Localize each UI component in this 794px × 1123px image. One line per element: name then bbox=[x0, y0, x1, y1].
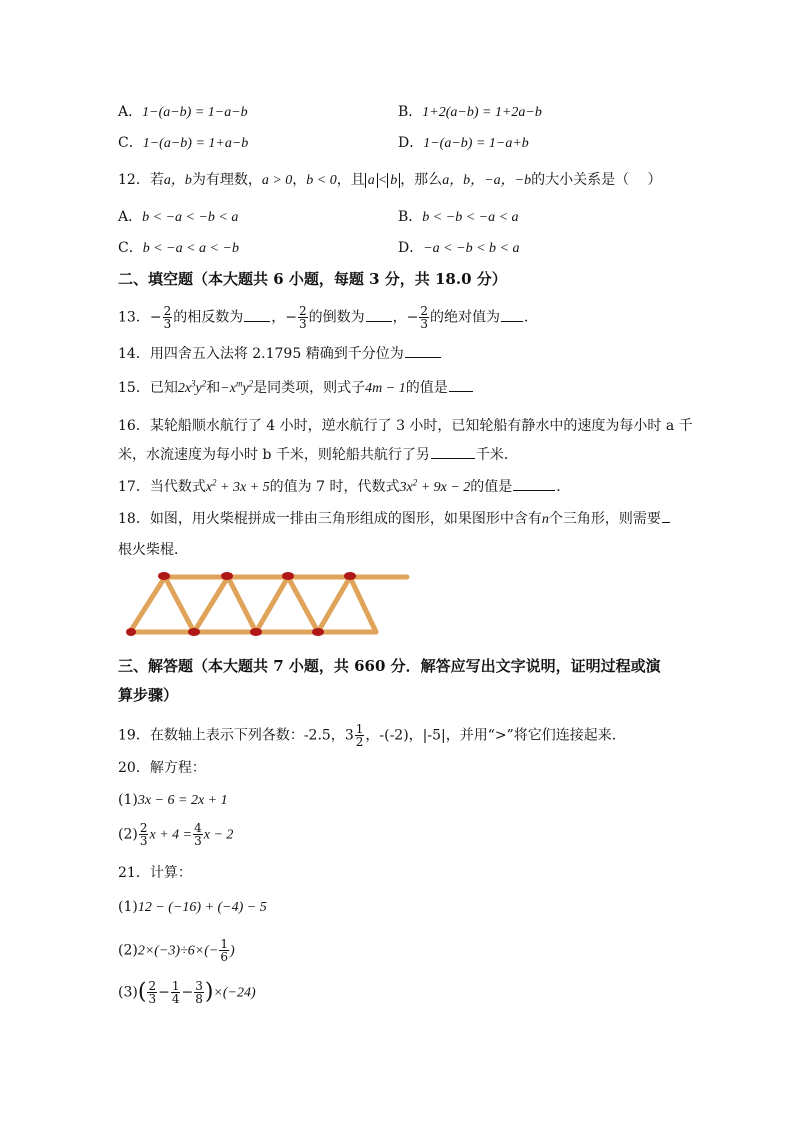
denominator: 3 bbox=[298, 317, 307, 331]
q12-option-b bbox=[398, 208, 519, 227]
text: 的值为 7 时，代数式 bbox=[269, 479, 400, 495]
q15 bbox=[118, 379, 474, 398]
math: a，b bbox=[163, 173, 192, 188]
text: ， bbox=[292, 172, 307, 188]
text: 19．在数轴上表示下列各数：-2.5， bbox=[118, 727, 345, 744]
text: ，且 bbox=[336, 172, 365, 188]
math: < bbox=[377, 173, 388, 188]
section-3-title-line1: 三、解答题（本大题共 7 小题，共 660 分．解答应写出文字说明，证明过程或演 bbox=[118, 657, 661, 675]
text: ， bbox=[271, 309, 286, 326]
math-part: y bbox=[242, 381, 249, 396]
option-expr: b < −a < −b < a bbox=[142, 210, 239, 225]
numerator: 2 bbox=[163, 304, 172, 318]
matchstick bbox=[288, 577, 318, 632]
q19 bbox=[118, 723, 626, 748]
math bbox=[399, 477, 471, 495]
option-label: D． bbox=[398, 135, 424, 151]
q16-line2 bbox=[118, 446, 518, 464]
fraction bbox=[298, 305, 308, 330]
match-head bbox=[126, 628, 136, 636]
expression: 2×(−3)÷6×(− bbox=[137, 943, 219, 959]
q12-option-a bbox=[118, 208, 238, 227]
exponent: 2 bbox=[201, 378, 207, 389]
math-part: 2x bbox=[177, 381, 192, 396]
math-part: x bbox=[205, 480, 213, 495]
q21-part1 bbox=[118, 898, 267, 917]
fraction bbox=[163, 305, 173, 330]
left-paren: ( bbox=[137, 979, 147, 1005]
text: 的倒数为 bbox=[308, 309, 365, 326]
option-expr: 1−(a−b) = 1−a+b bbox=[423, 136, 529, 151]
q11-option-d bbox=[398, 134, 529, 153]
abs-a: a bbox=[365, 173, 378, 188]
text: 米，水流速度为每小时 b 千米，则轮船共航行了另 bbox=[118, 447, 430, 463]
exponent: 2 bbox=[412, 477, 418, 488]
section-3-title-line2: 算步骤） bbox=[118, 686, 179, 704]
numerator: 1 bbox=[171, 979, 180, 993]
matchstick bbox=[165, 577, 194, 632]
option-label: D． bbox=[398, 240, 424, 256]
fraction bbox=[219, 938, 229, 963]
math-part: −x bbox=[220, 381, 236, 396]
text: 17．当代数式 bbox=[118, 479, 206, 495]
math: n bbox=[541, 512, 549, 527]
q12-stem bbox=[118, 171, 662, 190]
text: ． bbox=[523, 309, 538, 326]
denominator: 3 bbox=[163, 317, 172, 331]
q18-line1 bbox=[118, 510, 671, 529]
math: a > 0 bbox=[261, 173, 293, 188]
option-expr: 1−(a−b) = 1−a−b bbox=[142, 105, 248, 120]
match-head bbox=[312, 628, 324, 636]
minus-sign: − bbox=[149, 309, 162, 326]
math-part: 3x bbox=[399, 480, 413, 495]
text: ，那么 bbox=[400, 172, 443, 188]
option-label: A． bbox=[118, 209, 143, 225]
q16-line1: 16．某轮船顺水航行了 4 小时，逆水航行了 3 小时，已知轮船有静水中的速度为每小时 a 千 bbox=[118, 418, 693, 434]
minus-sign: − bbox=[158, 984, 170, 1001]
text: 15．已知 bbox=[118, 380, 178, 396]
match-head bbox=[221, 572, 233, 580]
matchstick bbox=[318, 577, 350, 632]
denominator: 3 bbox=[420, 317, 428, 331]
match-head bbox=[158, 572, 170, 580]
text: ． bbox=[556, 479, 571, 495]
text: 的相反数为 bbox=[173, 309, 244, 326]
text: 18．如图，用火柴棍拼成一排由三角形组成的图形，如果图形中含有 bbox=[118, 511, 542, 527]
right-paren: ) bbox=[204, 979, 214, 1005]
section-2-title: 二、填空题（本大题共 6 小题，每题 3 分，共 18.0 分） bbox=[118, 270, 507, 288]
math-part: + 9x − 2 bbox=[417, 480, 471, 495]
option-label: A． bbox=[118, 104, 143, 120]
numerator: 4 bbox=[194, 821, 202, 835]
answer-blank[interactable] bbox=[449, 379, 473, 392]
q12-option-c bbox=[118, 239, 239, 258]
match-head bbox=[188, 628, 200, 636]
q11-option-c bbox=[118, 134, 248, 153]
equation: 3x − 6 = 2x + 1 bbox=[137, 793, 228, 808]
text: 若 bbox=[149, 172, 164, 188]
q14 bbox=[118, 345, 442, 363]
answer-blank[interactable] bbox=[366, 309, 392, 322]
option-expr: b < −a < a < −b bbox=[142, 241, 239, 256]
q11-option-b bbox=[398, 103, 542, 122]
fraction bbox=[194, 980, 204, 1005]
part-label: (1) bbox=[118, 792, 138, 808]
math bbox=[205, 477, 270, 495]
text: 和 bbox=[206, 380, 221, 396]
question-number: 12． bbox=[118, 172, 150, 188]
math: b < 0 bbox=[306, 173, 337, 188]
denominator: 4 bbox=[171, 992, 180, 1006]
q21-title: 21．计算： bbox=[118, 865, 192, 881]
match-head bbox=[250, 628, 262, 636]
text: 为有理数， bbox=[191, 172, 262, 188]
expression: 12 − (−16) + (−4) − 5 bbox=[137, 900, 267, 915]
part-label: (1) bbox=[118, 899, 138, 915]
option-label: B． bbox=[398, 209, 423, 225]
mixed-whole: 3 bbox=[344, 727, 354, 744]
option-label: C． bbox=[118, 240, 143, 256]
fraction bbox=[139, 822, 149, 847]
fraction bbox=[193, 822, 203, 847]
q20-title: 20．解方程： bbox=[118, 760, 206, 776]
numerator: 1 bbox=[355, 722, 364, 736]
expression: ) bbox=[229, 943, 235, 959]
answer-blank[interactable] bbox=[405, 345, 441, 358]
text: 的值是 bbox=[470, 479, 513, 495]
part-label: (2) bbox=[118, 826, 138, 843]
math: a，b，−a，−b bbox=[442, 173, 532, 188]
answer-blank[interactable] bbox=[501, 309, 523, 322]
denominator: 3 bbox=[194, 834, 202, 848]
text: 的值是 bbox=[405, 380, 448, 396]
question-text: 14．用四舍五入法将 2.1795 精确到千分位为 bbox=[118, 346, 404, 362]
option-label: C． bbox=[118, 135, 143, 151]
matchstick-figure bbox=[118, 566, 418, 640]
numerator: 2 bbox=[298, 304, 307, 318]
numerator: 2 bbox=[139, 821, 148, 835]
fraction bbox=[147, 980, 157, 1005]
q13 bbox=[118, 305, 538, 330]
denominator: 8 bbox=[195, 992, 203, 1006]
answer-blank[interactable] bbox=[662, 510, 670, 523]
math bbox=[177, 378, 207, 396]
minus-sign: − bbox=[406, 309, 419, 326]
fraction bbox=[355, 723, 365, 748]
text: 是同类项，则式子 bbox=[253, 380, 366, 396]
numerator: 2 bbox=[420, 304, 428, 318]
exponent: 2 bbox=[212, 477, 217, 488]
exponent: m bbox=[235, 378, 243, 389]
q12-option-d bbox=[398, 239, 519, 258]
math-part: y bbox=[195, 381, 202, 396]
option-expr: 1+2(a−b) = 1+2a−b bbox=[422, 105, 542, 120]
denominator: 3 bbox=[139, 834, 148, 848]
numerator: 3 bbox=[195, 979, 203, 993]
expression: ×(−24) bbox=[213, 985, 256, 1001]
abs-b: b bbox=[387, 173, 400, 188]
numerator: 2 bbox=[148, 979, 157, 993]
answer-blank[interactable] bbox=[513, 478, 555, 491]
matchstick bbox=[256, 577, 288, 632]
option-expr: 1−(a−b) = 1+a−b bbox=[142, 136, 249, 151]
matchstick bbox=[350, 577, 376, 632]
equation: x + 4 = bbox=[149, 827, 193, 843]
exponent: 2 bbox=[248, 378, 254, 389]
q21-part2 bbox=[118, 938, 235, 963]
text: 个三角形，则需要 bbox=[548, 511, 661, 527]
text: 千米． bbox=[475, 447, 518, 463]
option-label: B． bbox=[398, 104, 423, 120]
q11-option-a bbox=[118, 103, 248, 122]
matchstick bbox=[130, 577, 165, 632]
matchstick bbox=[194, 577, 228, 632]
fraction bbox=[419, 305, 429, 330]
q17 bbox=[118, 478, 570, 497]
denominator: 6 bbox=[220, 950, 228, 964]
minus-sign: − bbox=[285, 309, 297, 326]
question-number: 13． bbox=[118, 309, 150, 326]
answer-blank[interactable] bbox=[431, 446, 475, 459]
math-part: + 3x + 5 bbox=[216, 480, 270, 495]
matchstick bbox=[228, 577, 256, 632]
equation: x − 2 bbox=[203, 827, 234, 843]
q20-part2 bbox=[118, 822, 233, 847]
text: 的绝对值为 bbox=[429, 309, 500, 326]
answer-blank[interactable] bbox=[244, 309, 270, 322]
denominator: 3 bbox=[148, 992, 157, 1006]
text: ，-(-2)，|-5|，并用“>”将它们连接起来． bbox=[365, 727, 626, 744]
denominator: 2 bbox=[355, 735, 364, 749]
math: 4m − 1 bbox=[365, 381, 406, 396]
text: ， bbox=[392, 309, 407, 326]
math bbox=[220, 378, 254, 396]
numerator: 1 bbox=[220, 937, 228, 951]
q21-part3 bbox=[118, 980, 256, 1005]
q20-part1 bbox=[118, 791, 228, 810]
minus-sign: − bbox=[181, 984, 194, 1001]
fraction bbox=[171, 980, 181, 1005]
part-label: (2) bbox=[118, 942, 138, 959]
option-expr: b < −b < −a < a bbox=[422, 210, 519, 225]
match-head bbox=[282, 572, 294, 580]
text: 的大小关系是（ ） bbox=[531, 172, 662, 188]
part-label: (3) bbox=[118, 984, 138, 1001]
exponent: 3 bbox=[191, 378, 196, 389]
q18-line2: 根火柴棍． bbox=[118, 542, 188, 558]
option-expr: −a < −b < b < a bbox=[423, 241, 520, 256]
match-head bbox=[344, 572, 356, 580]
